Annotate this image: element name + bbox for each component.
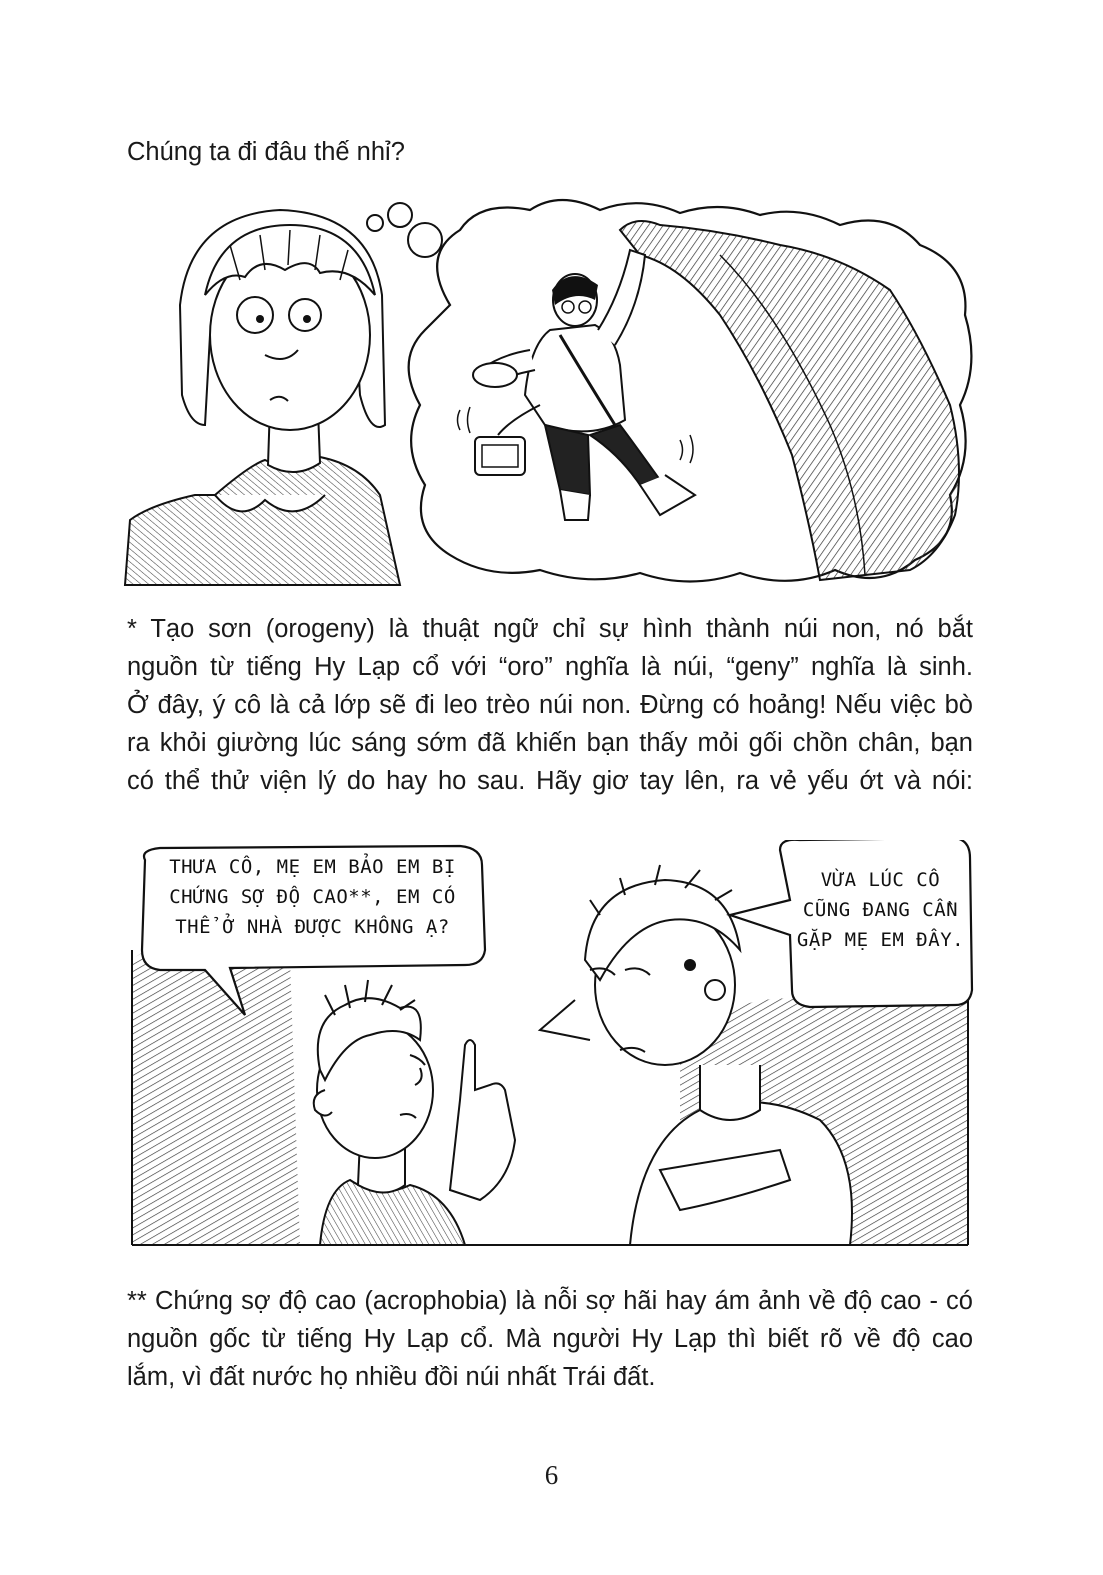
speech-line: THƯA CÔ, MẸ EM BẢO EM BỊ (169, 856, 456, 878)
footnote-line: nguồn gốc từ tiếng Hy Lạp cổ. Mà người Hy Lạp thì biết rõ về độ cao (127, 1325, 973, 1353)
speech-line: GẶP MẸ EM ĐÂY. (796, 929, 965, 951)
speech-line: VỪA LÚC CÔ (820, 869, 941, 891)
footnote-line: * Tạo sơn (orogeny) là thuật ngữ chỉ sự hình thành núi non, nó bắt (127, 615, 973, 643)
boy-speech-text (145, 852, 480, 942)
footnote-line: có thể thử viện lý do hay ho sau. Hãy giơ tay lên, ra vẻ yếu ớt và nói: (127, 767, 973, 795)
footnote-line: ** Chứng sợ độ cao (acrophobia) là nỗi sợ hãi hay ám ảnh về độ cao - có (127, 1287, 973, 1315)
footnote-line: nguồn từ tiếng Hy Lạp cổ với “oro” nghĩa là núi, “geny” nghĩa là sinh. (127, 653, 973, 681)
speech-line: CŨNG ĐANG CẦN (802, 899, 959, 921)
footnote-line: lắm, vì đất nước họ nhiều đồi núi nhất Trái đất. (127, 1363, 656, 1391)
teacher-speech-text (793, 865, 968, 955)
footnote-acrophobia (127, 1282, 973, 1396)
speech-line: THỂ Ở NHÀ ĐƯỢC KHÔNG Ạ? (175, 916, 450, 938)
page-number: 6 (544, 1460, 559, 1490)
intro-line: Chúng ta đi đâu thế nhỉ? (127, 138, 405, 166)
footnote-line: ra khỏi giường lúc sáng sớm đã khiến bạn thấy mỏi gối chồn chân, bạn (127, 729, 973, 757)
speech-line: CHỨNG SỢ ĐỘ CAO**, EM CÓ (169, 886, 456, 908)
footnote-orogeny (127, 610, 973, 800)
footnote-line: Ở đây, ý cô là cả lớp sẽ đi leo trèo núi non. Đừng có hoảng! Nếu việc bò (127, 691, 973, 719)
comic-panel-climbing-thought (120, 195, 980, 590)
